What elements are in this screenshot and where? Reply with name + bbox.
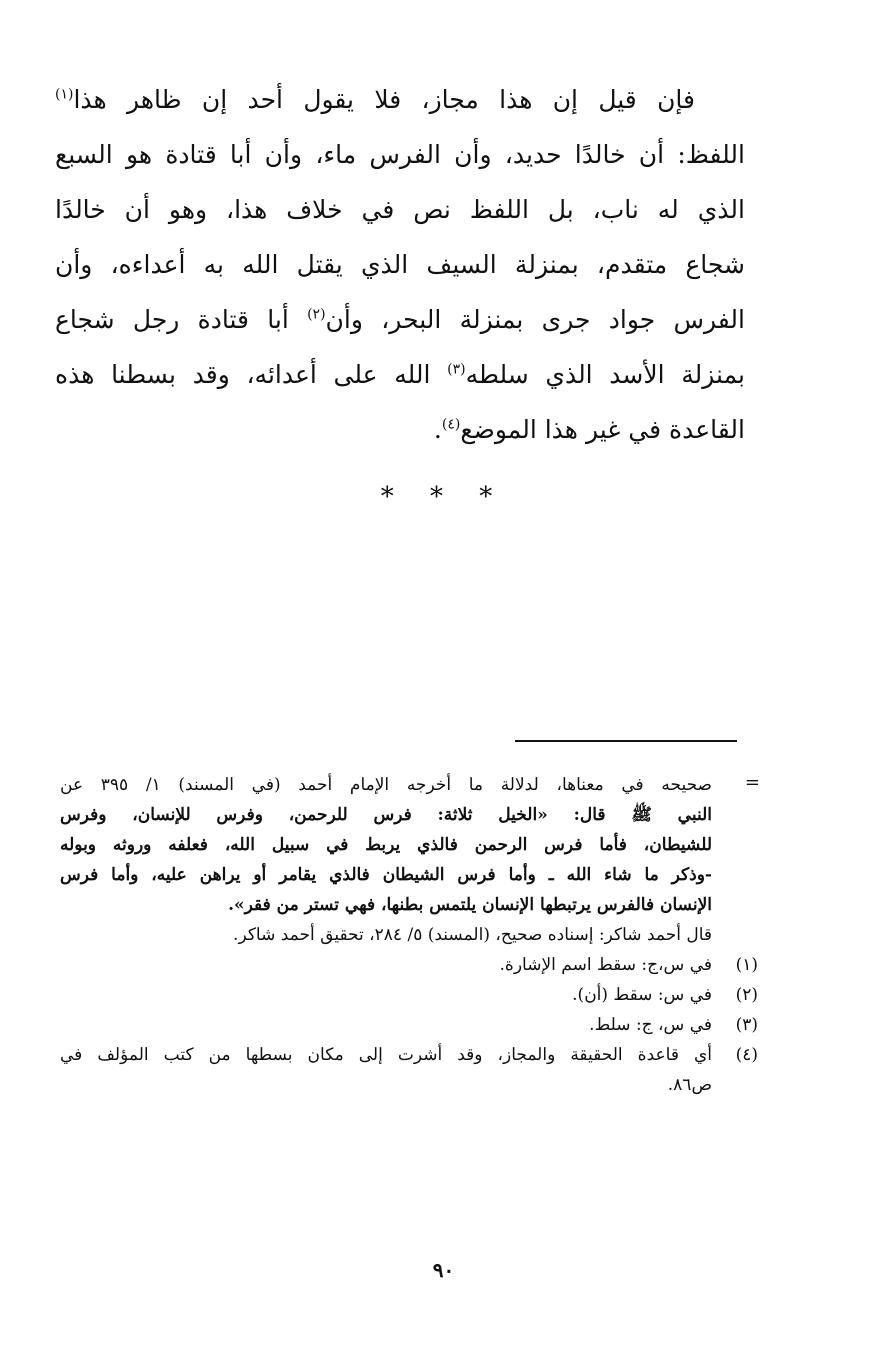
main-line-5-pre: الفرس جواد جرى بمنزلة البحر، وأن <box>325 305 745 334</box>
main-line-1-text: فإن قيل إن هذا مجاز، فلا يقول أحد إن ظاهر هذا <box>73 85 695 114</box>
continuation-line-2: النبي ﷺ قال: «الخيل ثلاثة: فرس للرحمن، وفرس للإنسان، وفرس <box>60 805 712 825</box>
main-line-4: شجاع متقدم، بمنزلة السيف الذي يقتل الله به أعداءه، وأن <box>55 250 745 279</box>
main-paragraph <box>55 72 745 457</box>
main-line-7-post: . <box>433 415 442 444</box>
continuation-line-3: للشيطان، فأما فرس الرحمن فالذي يربط في سبيل الله، فعلفه وروثه وبوله <box>60 835 712 855</box>
main-line-7 <box>55 402 745 457</box>
footnote-ref-2[interactable]: (٢) <box>307 306 326 323</box>
footnote-number-3: (٣) <box>735 1015 758 1035</box>
footnote-3-line-1: في س، ج: سلط. <box>589 1015 712 1035</box>
main-line-1 <box>55 72 745 127</box>
footnote-continuation <box>60 770 760 950</box>
continuation-line-1: صحيحه في معناها، لدلالة ما أخرجه الإمام أحمد (في المسند) ١/ ٣٩٥ عن <box>60 775 712 795</box>
footnote-ref-3[interactable]: (٣) <box>447 361 466 378</box>
footnote-number-4: (٤) <box>735 1045 758 1065</box>
main-line-2: اللفظ: أن خالدًا حديد، وأن الفرس ماء، وأن أبا قتادة هو السبع <box>55 140 745 169</box>
footnote-4-line-1: أي قاعدة الحقيقة والمجاز، وقد أشرت إلى مكان بسطها من كتب المؤلف في <box>60 1045 712 1065</box>
continuation-line-4: -وذكر ما شاء الله ـ وأما فرس الشيطان فالذي يقامر أو يراهن عليه، وأما فرس <box>60 865 712 885</box>
footnote-ref-4[interactable]: (٤) <box>441 416 461 433</box>
footnote-4 <box>60 1040 760 1100</box>
continuation-line-5: الإنسان فالفرس يرتبطها الإنسان يلتمس بطنها، فهي تستر من فقر». <box>228 895 712 915</box>
page-number: ٩٠ <box>432 1258 455 1282</box>
footnote-number-1: (١) <box>735 955 758 975</box>
footnote-number-2: (٢) <box>735 985 758 1005</box>
footnote-4-line-2: ص٨٦. <box>667 1075 712 1095</box>
continuation-mark: = <box>744 772 760 793</box>
footnote-1-line-1: في س،ج: سقط اسم الإشارة. <box>499 955 712 975</box>
footnote-2 <box>60 980 760 1010</box>
footnote-3 <box>60 1010 760 1040</box>
main-line-5-post: أبا قتادة رجل شجاع <box>55 305 308 334</box>
footnote-ref-1[interactable]: (١) <box>55 86 74 103</box>
footnote-2-line-1: في س: سقط (أن). <box>572 985 712 1005</box>
main-line-5 <box>55 292 745 347</box>
main-line-7-pre: القاعدة في غير هذا الموضع <box>460 415 745 444</box>
continuation-line-6: قال أحمد شاكر: إسناده صحيح، (المسند) ٥/ ٢٨٤، تحقيق أحمد شاكر. <box>233 925 712 945</box>
main-line-3: الذي له ناب، بل اللفظ نص في خلاف هذا، وهو أن خالدًا <box>55 195 745 224</box>
footnotes <box>60 770 760 1100</box>
main-line-6 <box>55 347 745 402</box>
footnote-divider <box>515 740 737 742</box>
main-line-6-post: الله على أعدائه، وقد بسطنا هذه <box>55 360 448 389</box>
section-separator: * * * <box>380 482 507 512</box>
footnote-1 <box>60 950 760 980</box>
main-line-6-pre: بمنزلة الأسد الذي سلطه <box>465 360 745 389</box>
